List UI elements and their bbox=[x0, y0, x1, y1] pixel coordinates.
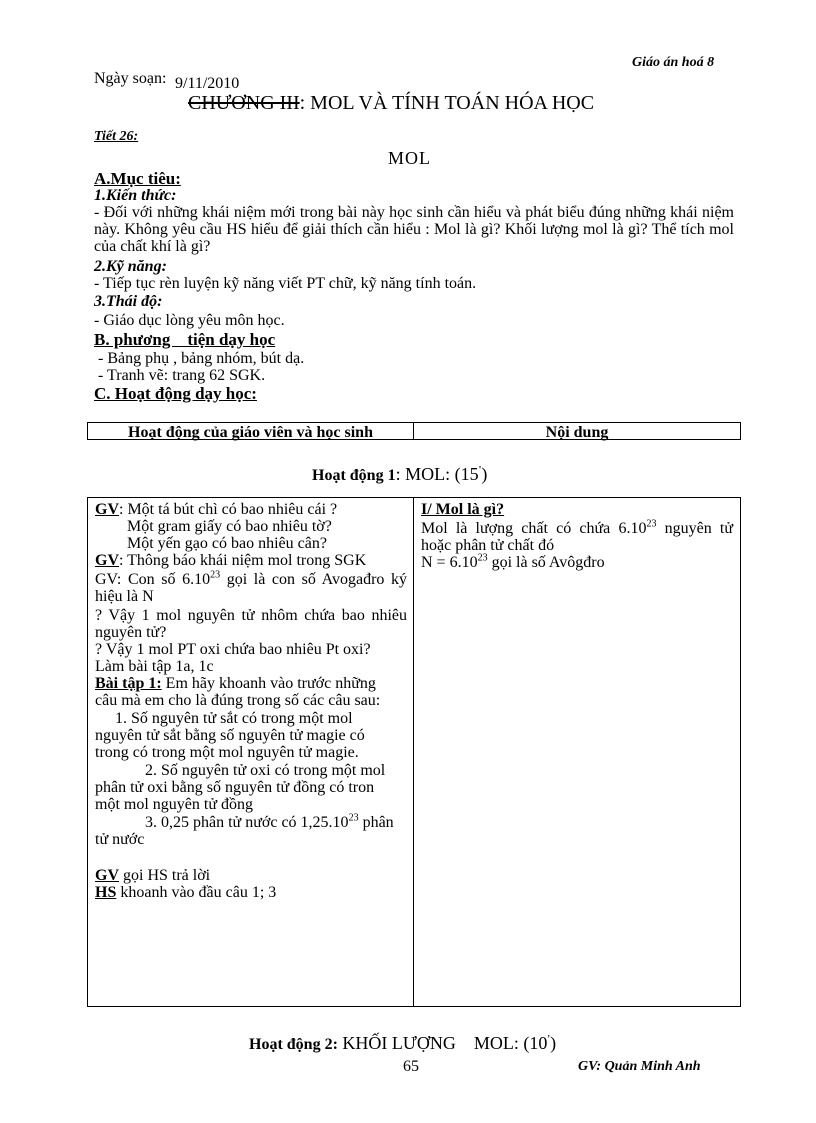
avogadro-number bbox=[421, 554, 733, 571]
hs-answer-line bbox=[95, 884, 407, 901]
activity2-label: Hoạt động 2: bbox=[249, 1036, 338, 1053]
avogadro-line bbox=[95, 571, 407, 605]
activity2-sup: ' bbox=[547, 1034, 551, 1045]
knowledge-heading: 1.Kiến thức: bbox=[94, 187, 177, 204]
activity1-sup: ' bbox=[478, 465, 482, 476]
activity2-title: KHỐI LƯỢNG MOL: (10 bbox=[337, 1033, 548, 1053]
gv-answer-text: gọi HS trả lời bbox=[119, 867, 211, 884]
hs-answer-text: khoanh vào đầu câu 1; 3 bbox=[116, 884, 277, 901]
footer-author: GV: Quản Minh Anh bbox=[578, 1059, 701, 1074]
table-header-col2-label: Nội dung bbox=[545, 424, 609, 441]
mol-definition-sup: 23 bbox=[646, 518, 657, 530]
knowledge-text: - Đối với những khái niệm mới trong bài này học sinh cần hiểu và phát biểu đúng những khái niệm này. Không yêu cầu HS hiểu để giải thích cần hiểu : Mol là gì? Khối lượng mol là gì? Thể tích mol của chất khí là gì? bbox=[94, 204, 734, 255]
question-2: Một gram giấy có bao nhiêu tờ? bbox=[127, 518, 332, 535]
left-column-content bbox=[95, 501, 407, 901]
chapter-prefix: CHƯƠNG III bbox=[188, 92, 300, 114]
activity2-close: ) bbox=[550, 1033, 557, 1053]
mol-definition-b: nguyên tử hoặc phân tử chất đó bbox=[421, 520, 734, 554]
statement-2: 2. Số nguyên tử oxi có trong một mol phân tử oxi bằng số nguyên tử đồng có tron một mol nguyên tử đồng bbox=[95, 762, 386, 813]
skills-text: - Tiếp tục rèn luyện kỹ năng viết PT chữ, kỹ năng tính toán. bbox=[94, 275, 477, 292]
chapter-heading bbox=[188, 92, 594, 114]
right-column-cell bbox=[413, 497, 741, 1007]
exercise-1-label: Bài tập 1: bbox=[95, 675, 162, 692]
gv-label-3: GV bbox=[95, 867, 119, 884]
gv-notice-line bbox=[95, 552, 407, 569]
table-header-col2 bbox=[413, 422, 741, 440]
activity1-close: ) bbox=[481, 464, 488, 484]
chapter-title: : MOL VÀ TÍNH TOÁN HÓA HỌC bbox=[299, 92, 595, 114]
statement-3 bbox=[95, 814, 395, 848]
mol-definition-a: Mol là lượng chất có chứa 6.10 bbox=[421, 520, 647, 537]
lesson-label: Tiết 26: bbox=[94, 129, 139, 144]
avogadro-text-a: GV: Con số 6.10 bbox=[95, 571, 211, 588]
page-title: MOL bbox=[388, 148, 431, 168]
avogadro-number-sup: 23 bbox=[477, 552, 488, 564]
gv-label-1: GV bbox=[95, 501, 119, 518]
question-aluminium: ? Vậy 1 mol nguyên tử nhôm chứa bao nhiêu nguyên tử? bbox=[95, 607, 407, 641]
table-header-col1 bbox=[87, 422, 414, 440]
exercise-1 bbox=[95, 675, 395, 709]
notice-text: : Thông báo khái niệm mol trong SGK bbox=[119, 552, 367, 569]
b-item-1: - Bảng phụ , bảng nhóm, bút dạ. bbox=[94, 350, 305, 367]
right-column-content bbox=[421, 501, 733, 571]
header-right-label: Giáo án hoá 8 bbox=[632, 55, 715, 70]
question-oxygen: ? Vậy 1 mol PT oxi chứa bao nhiêu Pt oxi? bbox=[95, 641, 371, 658]
hs-label: HS bbox=[95, 884, 117, 901]
statement-3-sup: 23 bbox=[348, 812, 359, 824]
avogadro-sup: 23 bbox=[210, 569, 221, 581]
date-label: Ngày soạn: bbox=[94, 70, 167, 87]
mol-definition bbox=[421, 520, 733, 554]
table-header-col1-label: Hoạt động của giáo viên và học sinh bbox=[128, 424, 373, 441]
statement-3-b: phân tử nước bbox=[95, 814, 394, 848]
question-3: Một yến gạo có bao nhiêu cân? bbox=[127, 535, 327, 552]
gv-question-line bbox=[95, 501, 407, 518]
exercise-1-text: Em hãy khoanh vào trước những câu mà em cho là đúng trong số các câu sau: bbox=[95, 675, 381, 709]
date-value: 9/11/2010 bbox=[175, 75, 240, 92]
avogadro-number-a: N = 6.10 bbox=[421, 554, 478, 571]
gv-answer-line bbox=[95, 867, 407, 884]
attitude-heading: 3.Thái độ: bbox=[94, 293, 163, 310]
avogadro-text-b: gọi là con số Avogađro ký hiệu là N bbox=[95, 571, 408, 605]
activity1-label: Hoạt động 1 bbox=[312, 467, 396, 484]
b-item-2: - Tranh vẽ: trang 62 SGK. bbox=[94, 367, 266, 384]
activity1-title: : MOL: (15 bbox=[395, 464, 479, 484]
activity2-heading bbox=[249, 1033, 556, 1055]
section-b-heading: B. phương tiện dạy học bbox=[94, 330, 276, 349]
attitude-text: - Giáo dục lòng yêu môn học. bbox=[94, 312, 285, 329]
section-a-heading: A.Mục tiêu: bbox=[94, 169, 181, 188]
exercise-note: Làm bài tập 1a, 1c bbox=[95, 658, 214, 675]
question-1: : Một tá bút chì có bao nhiêu cái ? bbox=[119, 501, 338, 518]
page-number: 65 bbox=[403, 1058, 419, 1075]
gv-label-2: GV bbox=[95, 552, 119, 569]
mol-definition-heading: I/ Mol là gì? bbox=[421, 501, 505, 518]
skills-heading: 2.Kỹ năng: bbox=[94, 258, 167, 275]
section-c-heading: C. Hoạt động dạy học: bbox=[94, 384, 257, 403]
avogadro-number-b: gọi là số Avôgđro bbox=[487, 554, 605, 571]
statement-1: 1. Số nguyên tử sắt có trong một mol nguyên tử sắt bằng số nguyên tử magie có trong có trong một mol nguyên tử magie. bbox=[95, 710, 365, 761]
activity1-heading bbox=[312, 464, 487, 486]
statement-3-a: 3. 0,25 phân tử nước có 1,25.10 bbox=[145, 814, 349, 831]
